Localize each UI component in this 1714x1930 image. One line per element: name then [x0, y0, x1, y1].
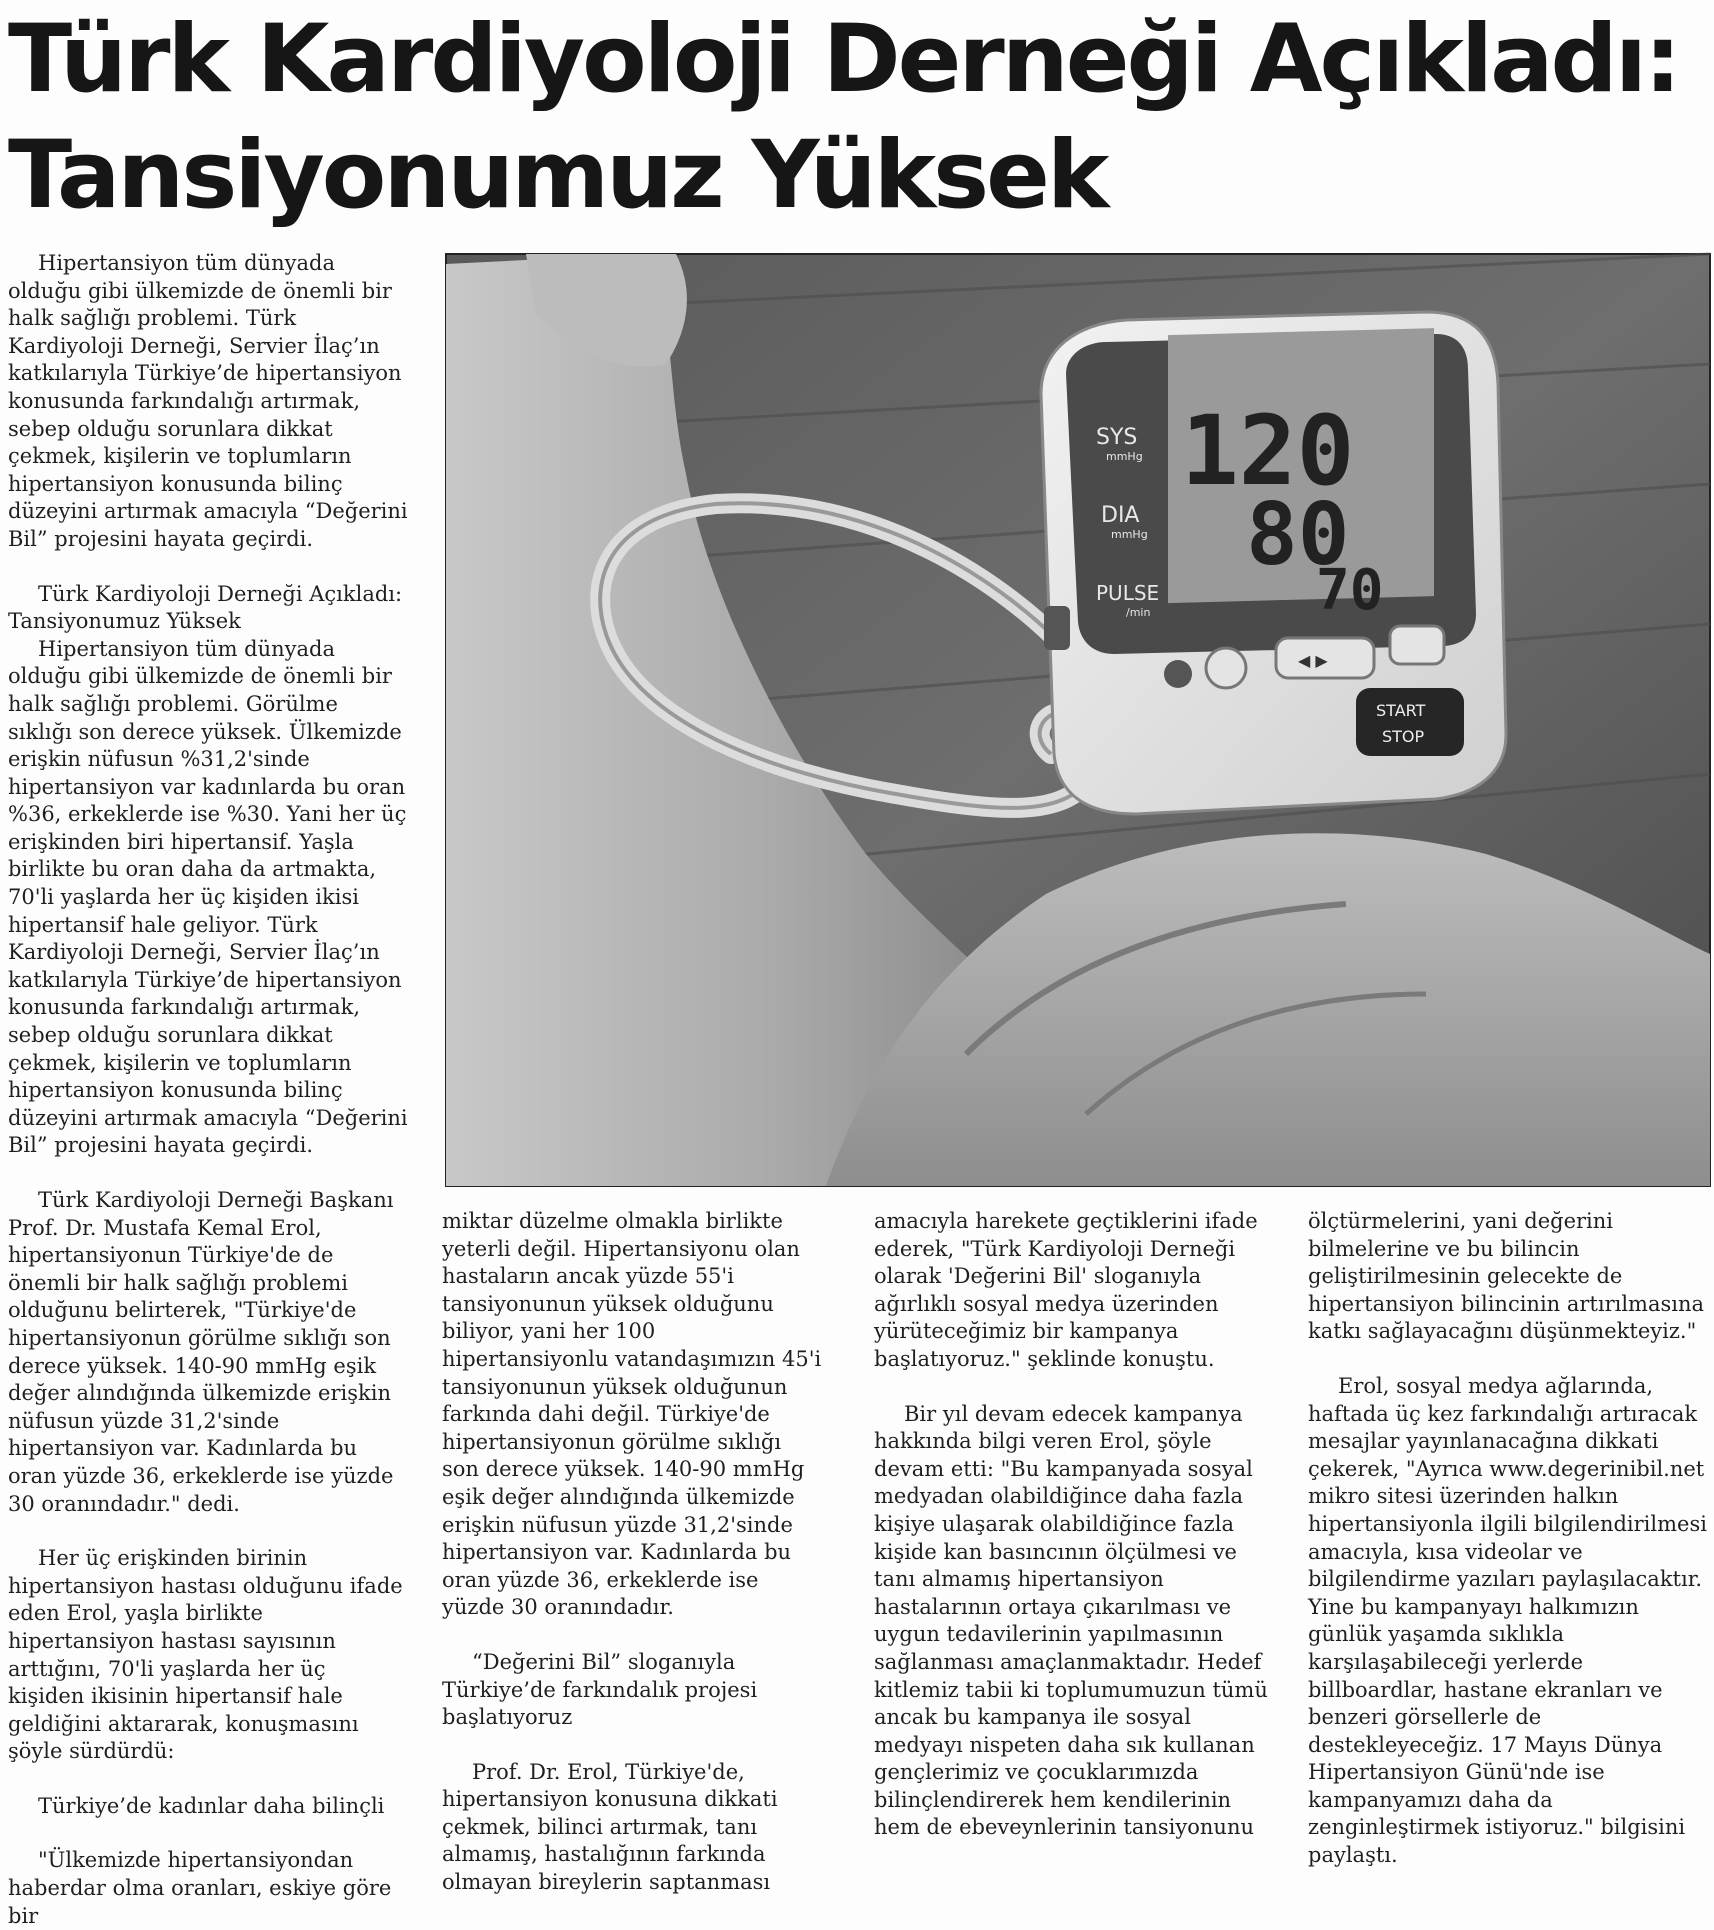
- monitor-pulse-label: PULSE: [1096, 581, 1160, 605]
- paragraph: Prof. Dr. Erol, Türkiye'de, hipertansiyon konusuna dikkati çekmek, bilinci artırmak, tanı almamış, hastalığının farkında olmayan bireylerin saptanması: [442, 1759, 778, 1895]
- monitor-pulse-value: 70: [1316, 558, 1384, 623]
- monitor-set-button: [1390, 626, 1444, 664]
- headline-line-2: Tansiyonumuz Yüksek: [8, 121, 1107, 230]
- paragraph: Türk Kardiyoloji Derneği Başkanı Prof. Dr. Mustafa Kemal Erol, hipertansiyonun Türkiye'de de önemli bir halk sağlığı problemi olduğunu belirterek, "Türkiye'de hipertansiyonun görülme sıklığı son derece yüksek. 140-90 mmHg eşik değer alındığında ülkemizde erişkin nüfusun yüzde 31,2'sinde hipertansiyon var. Kadınlarda bu oran yüzde 36, erkeklerde ise yüzde 30 oranındadır." dedi.: [8, 1188, 394, 1516]
- monitor-dia-label: DIA: [1101, 503, 1140, 528]
- monitor-stop-label: STOP: [1382, 727, 1425, 746]
- headline-line-1: Türk Kardiyoloji Derneği Açıkladı:: [8, 5, 1679, 114]
- monitor-sys-value: 120: [1181, 395, 1355, 507]
- subheading: Türkiye’de kadınlar daha bilinçli: [38, 1793, 385, 1818]
- blood-pressure-monitor-photo: [446, 254, 1710, 1186]
- article-column-1: [8, 250, 408, 1928]
- monitor-dia-value: 80: [1246, 485, 1350, 585]
- paragraph: "Ülkemizde hipertansiyondan haberdar olma oranları, eskiye göre bir: [8, 1848, 392, 1928]
- article-column-4: [1308, 1208, 1708, 1868]
- paragraph: Erol, sosyal medya ağlarında, haftada üç kez farkındalığı artıracak mesajlar yayınlanacağına dikkati çekerek, "Ayrıca www.degerinibil.net mikro sitesi üzerinden halkın hipertansiyonla ilgili bilgilendirilmesi amacıyla, kısa videolar ve bilgilendirme yazıları paylaşılacaktır. Yine bu kampanyayı halkımızın günlük yaşamda sıklıkla karşılaşabileceği yerlerde billboardlar, hastane ekranları ve benzeri görsellerle de destekleyeceğiz. 17 Mayıs Dünya Hipertansiyon Günü'nde ise kampanyamızı daha da zenginleştirmek istiyoruz." bilgisini paylaştı.: [1308, 1373, 1707, 1868]
- monitor-arrow-glyphs: ◀ ▶: [1298, 651, 1328, 670]
- monitor-start-label: START: [1376, 701, 1426, 720]
- monitor-dia-unit: mmHg: [1111, 528, 1148, 541]
- monitor-memory-button: [1164, 660, 1192, 688]
- paragraph: Hipertansiyon tüm dünyada olduğu gibi ülkemizde de önemli bir halk sağlığı problemi. Türk Kardiyoloji Derneği, Servier İlaç’ın katkılarıyla Türkiye’de hipertansiyon konusunda farkındalığı artırmak, sebep olduğu sorunlara dikkat çekmek, kişilerin ve toplumların hipertansiyon konusunda bilinç düzeyini artırmak amacıyla “Değerini Bil” projesini hayata geçirdi.: [8, 251, 408, 551]
- paragraph: amacıyla harekete geçtiklerini ifade ederek, "Türk Kardiyoloji Derneği olarak 'Değerini Bil' sloganıyla ağırlıklı sosyal medya üzerinden yürüteceğimiz bir kampanya başlatıyoruz." şeklinde konuştu.: [874, 1209, 1258, 1371]
- paragraph: miktar düzelme olmakla birlikte yeterli değil. Hipertansiyonu olan hastaların ancak yüzde 55'i tansiyonunun yüksek olduğunu biliyor, yani her 100 hipertansiyonlu vatandaşımızın 45'i tansiyonunun yüksek olduğunun farkında dahi değil. Türkiye'de hipertansiyonun görülme sıklığı son derece yüksek. 140-90 mmHg eşik değer alındığında ülkemizde erişkin nüfusun yüzde 31,2'sinde hipertansiyon var. Kadınlarda bu oran yüzde 36, erkeklerde ise yüzde 30 oranındadır.: [442, 1209, 822, 1620]
- paragraph: Bir yıl devam edecek kampanya hakkında bilgi veren Erol, şöyle devam etti: "Bu kampanyada sosyal medyadan olabildiğince daha fazla kişiye ulaşarak olabildiğince fazla kişide kan basıncının ölçülmesi ve tanı almamış hipertansiyon hastalarının ortaya çıkarılması ve uygun tedavilerinin yapılmasının sağlanması amaçlanmaktadır. Hedef kitlemiz tabii ki toplumumuzun tümü ancak bu kampanya ile sosyal medyayı nispeten daha sık kullanan gençlerimiz ve çocuklarımızda bilinçlendirerek hem kendilerinin hem de ebeveynlerinin tansiyonunu: [874, 1401, 1268, 1840]
- monitor-pulse-unit: /min: [1126, 606, 1151, 619]
- monitor-round-button: [1206, 648, 1246, 688]
- article-column-2: [442, 1208, 822, 1895]
- article-column-3: [874, 1208, 1274, 1862]
- paragraph: ölçtürmelerini, yani değerini bilmelerine ve bu bilincin geliştirilmesinin gelecekte de hipertansiyon bilincinin artırılmasına katkı sağlayacağını düşünmekteyiz.": [1308, 1209, 1705, 1344]
- paragraph: Hipertansiyon tüm dünyada olduğu gibi ülkemizde de önemli bir halk sağlığı problemi. Görülme sıklığı son derece yüksek. Ülkemizde erişkin nüfusun %31,2'sinde hipertansiyon var kadınlarda bu oran %36, erkeklerde ise %30. Yani her üç erişkinden biri hipertansif. Yaşla birlikte bu oran daha da artmakta, 70'li yaşlarda her üç kişiden ikisi hipertansif hale geliyor. Türk Kardiyoloji Derneği, Servier İlaç’ın katkılarıyla Türkiye’de hipertansiyon konusunda farkındalığı artırmak, sebep olduğu sorunlara dikkat çekmek, kişilerin ve toplumların hipertansiyon konusunda bilinç düzeyini artırmak amacıyla “Değerini Bil” projesini hayata geçirdi.: [8, 636, 408, 1158]
- monitor-sys-unit: mmHg: [1106, 450, 1143, 463]
- paragraph: Türk Kardiyoloji Derneği Açıkladı: Tansiyonumuz Yüksek: [8, 581, 403, 634]
- subheading: “Değerini Bil” sloganıyla Türkiye’de farkındalık projesi başlatıyoruz: [442, 1649, 758, 1730]
- monitor-sys-label: SYS: [1096, 425, 1138, 450]
- paragraph: Her üç erişkinden birinin hipertansiyon hastası olduğunu ifade eden Erol, yaşla birlikte hipertansiyon hastası sayısının arttığını, 70'li yaşlarda her üç kişiden ikisinin hipertansif hale geldiğini aktararak, konuşmasını şöyle sürdürdü:: [8, 1546, 403, 1764]
- headline: [8, 2, 1708, 234]
